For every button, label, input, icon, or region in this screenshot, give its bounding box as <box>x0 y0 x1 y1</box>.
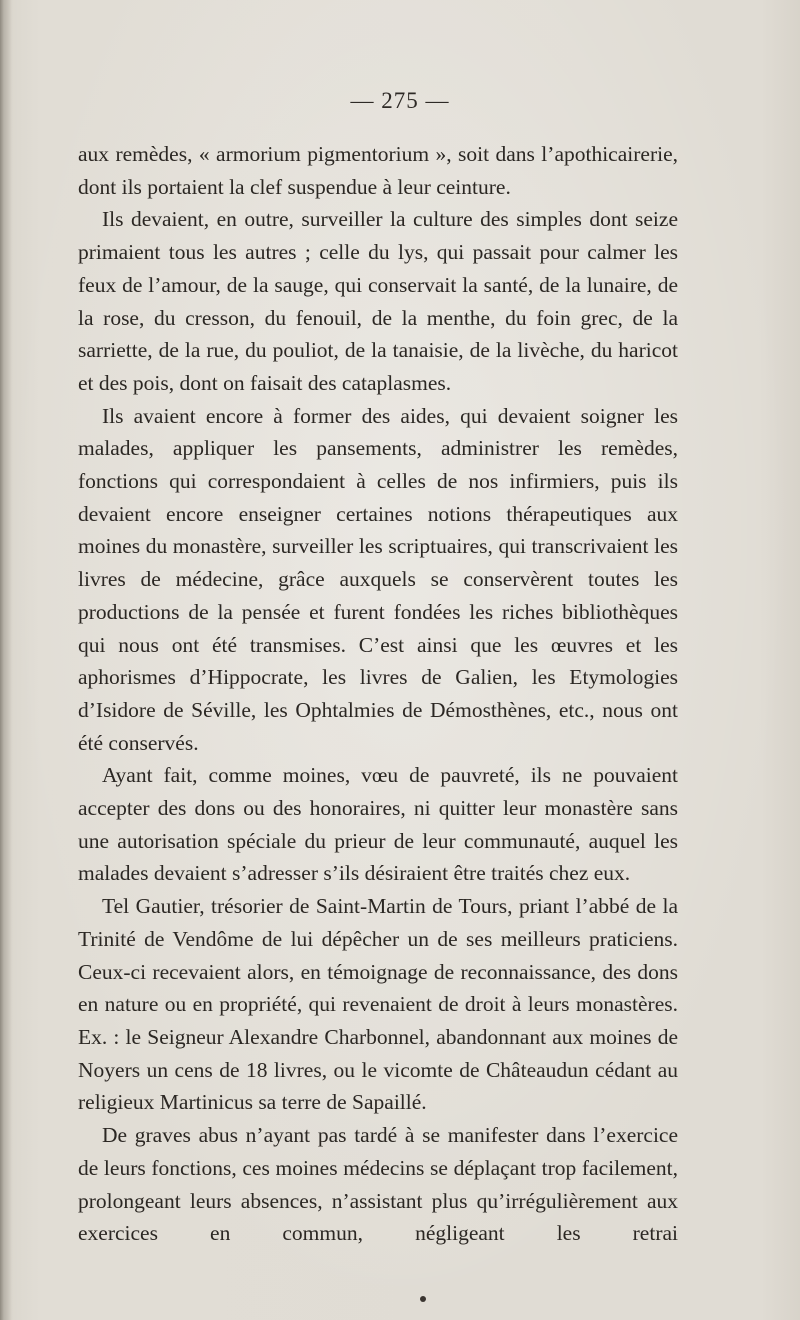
paragraph-abus: De graves abus n’ayant pas tardé à se manifester dans l’exercice de leurs fonctions, ces moines médecins se déplaçant trop facilement, prolongeant leurs absences, n’assistant plus qu’irrégulièrement aux exercices en commun, négligeant les retrai <box>78 1123 678 1246</box>
paragraph-aides: Ils avaient encore à former des aides, qui devaient soigner les malades, appliquer les pansements, administrer les remèdes, fonctions qui correspondaient à celles de nos infirmiers, puis ils devaient encore enseigner certaines notions thérapeutiques aux moines du monastère, surveiller les scriptuaires, qui transcrivaient les livres de médecine, grâce auxquels se conservèrent toutes les productions de la pensée et furent fondées les riches bibliothèques qui nous ont été transmises. C’est ainsi que les œuvres et les aphorismes d’Hippocrate, les livres de Galien, les Etymologies d’Isidore de Séville, les Ophtalmies de Démosthènes, etc., nous ont été conservés. <box>78 403 678 755</box>
binding-edge-shadow <box>0 0 12 1320</box>
paragraph-pauvrete: Ayant fait, comme moines, vœu de pauvreté, ils ne pouvaient accepter des dons ou des honoraires, ni quitter leur monastère sans une autorisation spéciale du prieur de leur communauté, auquel les malades devaient s’adresser s’ils désiraient être traités chez eux. <box>78 763 678 886</box>
paragraph-continuation: aux remèdes, « armorium pigmentorium », soit dans l’apothicairerie, dont ils portaient la clef suspendue à leur ceinture. <box>78 142 678 199</box>
paragraph-gautier: Tel Gautier, trésorier de Saint-Martin de Tours, priant l’abbé de la Trinité de Vendôme de lui dépêcher un de ses meilleurs praticiens. Ceux-ci recevaient alors, en témoignage de reconnaissance, des dons en nature ou en propriété, qui revenaient de droit à leurs monastères. Ex. : le Seigneur Alexandre Charbonnel, abandonnant aux moines de Noyers un cens de 18 livres, ou le vicomte de Châteaudun cédant au religieux Martinicus sa terre de Sapaillé. <box>78 894 678 1115</box>
paragraph-simples: Ils devaient, en outre, surveiller la culture des simples dont seize primaient tous les autres ; celle du lys, qui passait pour calmer les feux de l’amour, de la sauge, qui conservait la santé, de la lunaire, de la rose, du cresson, du fenouil, de la menthe, du foin grec, de la sarriette, de la rue, du pouliot, de la tanaisie, de la livèche, du haricot et des pois, dont on faisait des cataplasmes. <box>78 207 678 395</box>
page-number: — 275 — <box>350 88 450 113</box>
body-text <box>78 138 678 1250</box>
bottom-dot-mark <box>420 1296 426 1302</box>
